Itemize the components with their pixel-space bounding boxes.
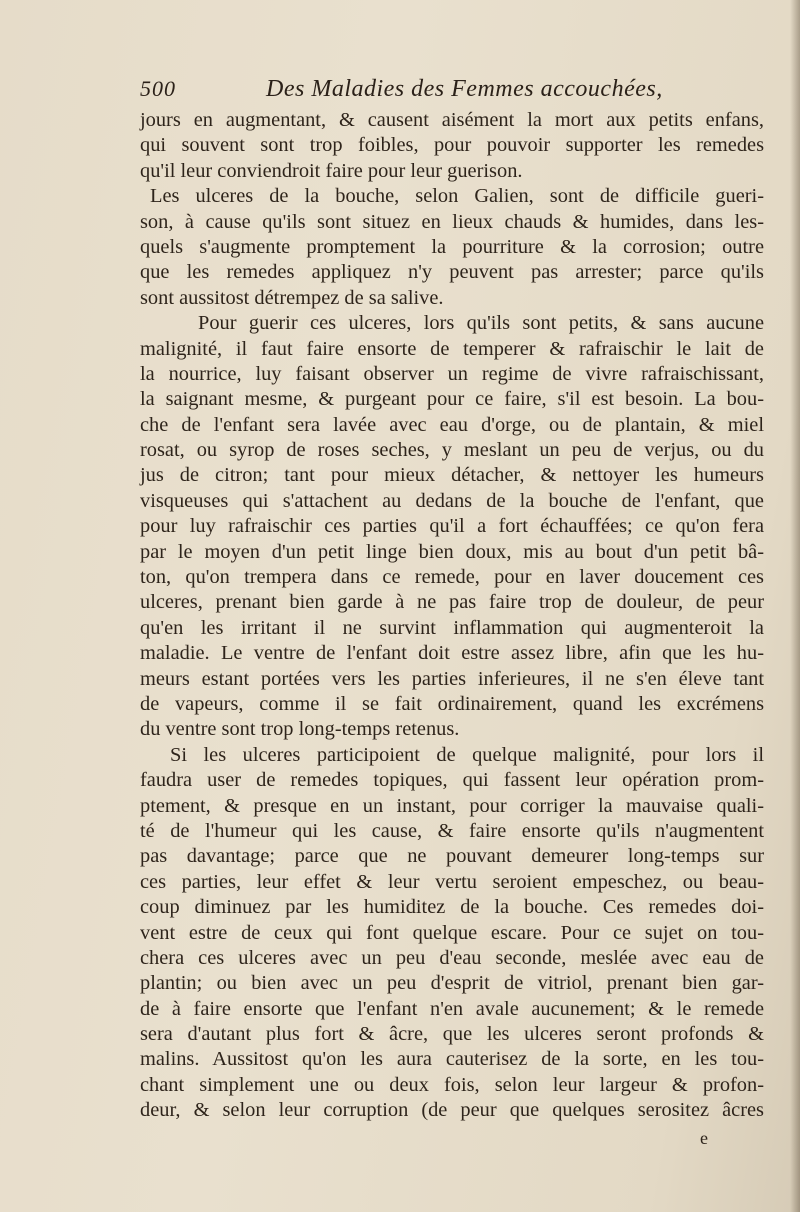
text-line: chera ces ulceres avec un peu d'eau seconde, meslée avec eau de [140,946,764,969]
text-line: son, à cause qu'ils sont situez en lieux chauds & humides, dans les- [140,210,764,233]
text-line: pas davantage; parce que ne pouvant demeurer long-temps sur [140,845,764,868]
text-line: par le moyen d'un petit linge bien doux, mis au bout d'un petit bâ- [140,540,764,563]
running-title: Des Maladies des Femmes accouchées, [266,76,663,102]
text-line: qui souvent sont trop foibles, pour pouvoir supporter les remedes [140,134,764,157]
text-line: Si les ulceres participoient de quelque malignité, pour lors il [170,743,764,766]
text-line: visqueuses qui s'attachent au dedans de la bouche de l'enfant, que [140,489,764,512]
text-line: coup diminuez par les humiditez de la bouche. Ces remedes doi- [140,896,764,919]
text-line: ptement, & presque en un instant, pour corriger la mauvaise quali- [140,794,764,817]
text-line: du ventre sont trop long-temps retenus. [140,718,460,741]
text-line: sera d'autant plus fort & âcre, que les ulceres seront profonds & [140,1023,764,1046]
text-line: la nourrice, luy faisant observer un regime de vivre rafraischissant, [140,362,764,385]
text-line: de vapeurs, comme il se fait ordinairement, quand les excrémens [140,692,764,715]
text-line: plantin; ou bien avec un peu d'esprit de vitriol, prenant bien gar- [140,972,764,995]
text-line: quels s'augmente promptement la pourriture & la corrosion; outre [140,235,764,258]
text-line: chant simplement une ou deux fois, selon leur largeur & profon- [140,1073,764,1096]
text-line: malignité, il faut faire ensorte de temperer & rafraischir le lait de [140,337,764,360]
text-line: qu'en les irritant il ne survint inflammation qui augmenteroit la [140,616,764,639]
text-line: sont aussitost détrempez de sa salive. [140,286,444,309]
text-line: rosat, ou syrop de roses seches, y meslant un peu de verjus, ou du [140,439,764,462]
text-line: ces parties, leur effet & leur vertu seroient empeschez, ou beau- [140,870,764,893]
text-line: pour luy rafraischir ces parties qu'il a fort échauffées; ce qu'on fera [140,515,764,538]
text-line: ulceres, prenant bien garde à ne pas faire trop de douleur, de peur [140,591,764,614]
text-line: Pour guerir ces ulceres, lors qu'ils sont petits, & sans aucune [198,312,764,335]
running-head [140,76,670,108]
text-line: che de l'enfant sera lavée avec eau d'orge, ou de plantain, & miel [140,413,764,436]
text-line: malins. Aussitost qu'on les aura cauterisez de la sorte, en les tou- [140,1048,764,1071]
text-line: deur, & selon leur corruption (de peur que quelques serositez âcres [140,1099,764,1122]
text-line: qu'il leur conviendroit faire pour leur guerison. [140,159,523,182]
page-edge-shadow [790,0,800,1212]
text-line: que les remedes appliquez n'y peuvent pas arrester; parce qu'ils [140,261,764,284]
catchword: e [700,1128,708,1148]
text-line: jus de citron; tant pour mieux détacher, & nettoyer les humeurs [140,464,764,487]
text-line: jours en augmentant, & causent aisément la mort aux petits enfans, [140,109,764,131]
text-line: té de l'humeur qui les cause, & faire ensorte qu'ils n'augmentent [140,819,764,842]
page-number: 500 [140,76,176,101]
text-line: maladie. Le ventre de l'enfant doit estre assez libre, afin que les hu- [140,642,764,665]
text-line: Les ulceres de la bouche, selon Galien, sont de difficile gueri- [150,185,764,208]
text-line: la saignant mesme, & purgeant pour ce faire, s'il est besoin. La bou- [140,388,764,411]
body-text [140,108,764,1124]
text-line: meurs estant portées vers les parties inferieures, il ne s'en éleve tant [140,667,764,690]
text-line: de à faire ensorte que l'enfant n'en avale aucunement; & le remede [140,997,764,1020]
text-line: ton, qu'on trempera dans ce remede, pour en laver doucement ces [140,566,764,589]
text-line: vent estre de ceux qui font quelque escare. Pour ce sujet on tou- [140,921,764,944]
text-line: faudra user de remedes topiques, qui fassent leur opération prom- [140,769,764,792]
